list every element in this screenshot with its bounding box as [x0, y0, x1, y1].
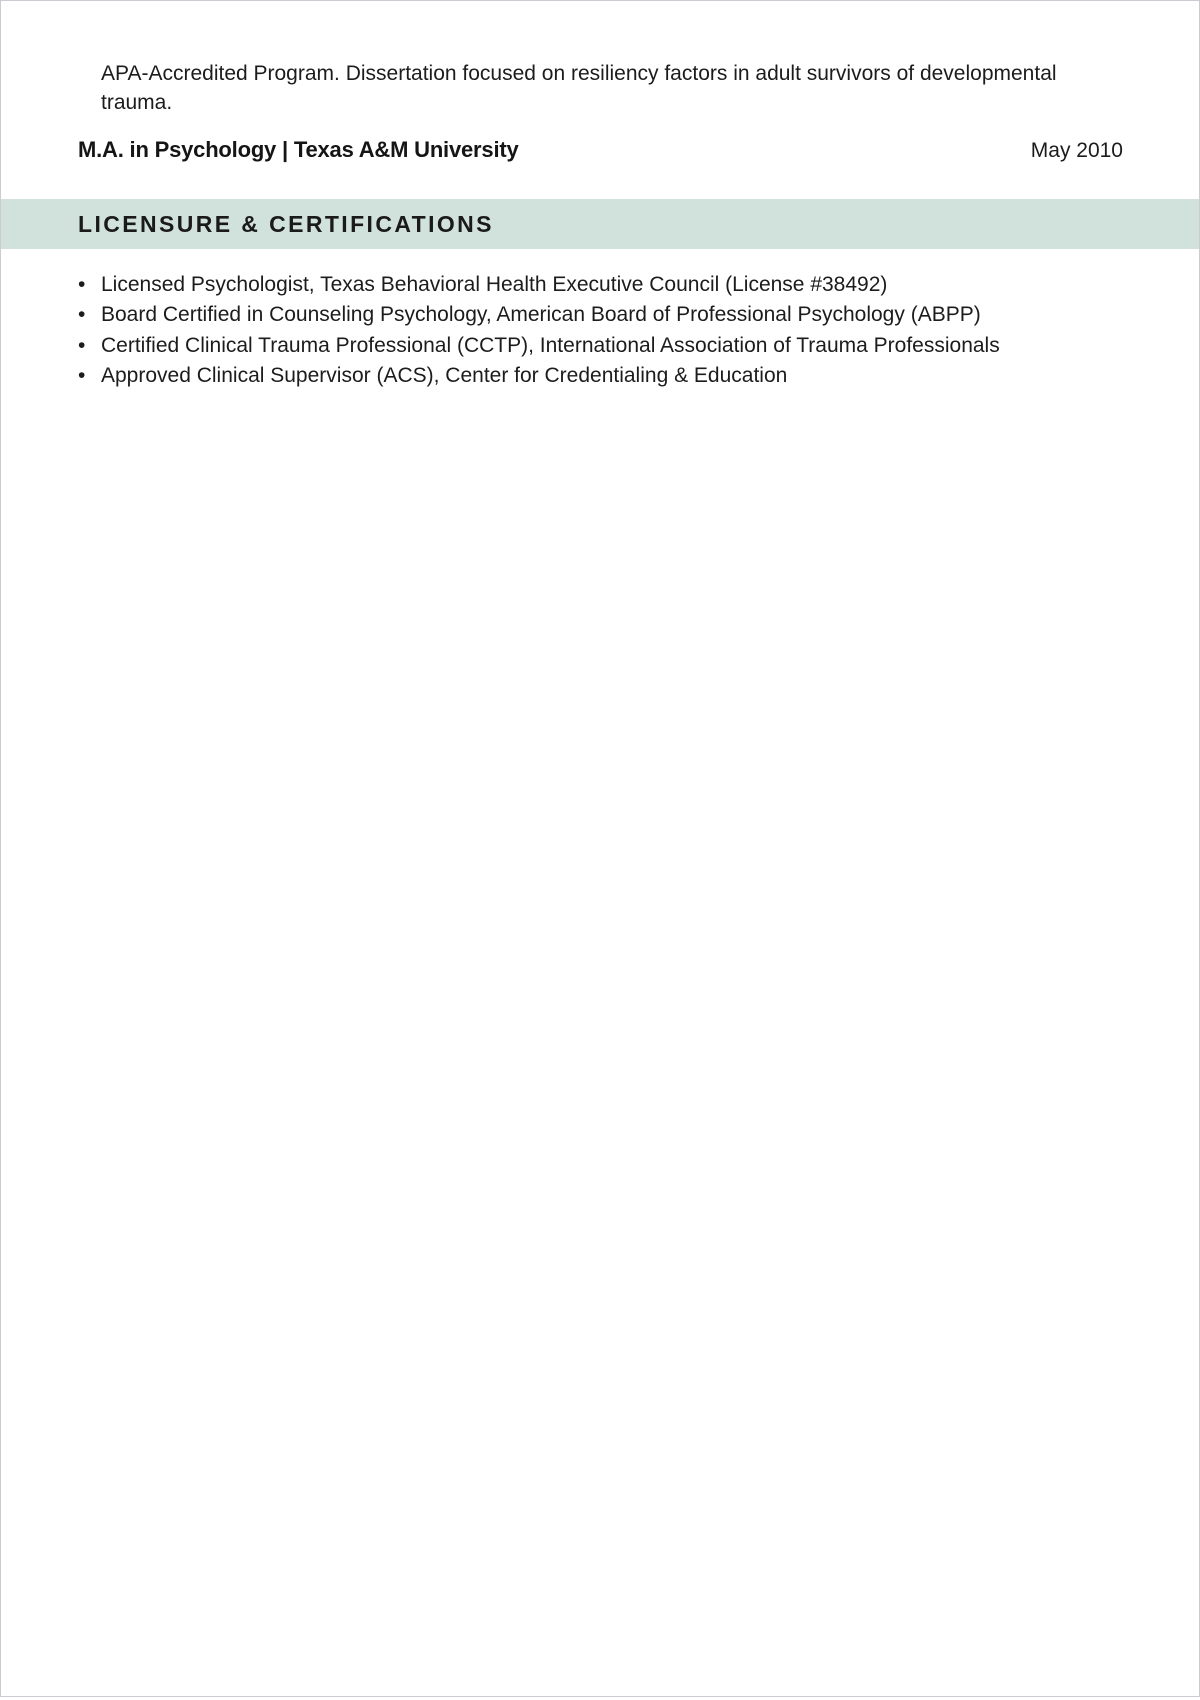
certification-text: Certified Clinical Trauma Professional (CCTP), International Association of Trauma Professionals: [101, 333, 1000, 357]
certification-list: [78, 270, 1128, 391]
education-description: APA-Accredited Program. Dissertation focused on resiliency factors in adult survivors of developmental trauma.: [101, 62, 1057, 114]
bullet-icon: •: [78, 303, 86, 327]
certification-text: Approved Clinical Supervisor (ACS), Center for Credentialing & Education: [101, 363, 788, 387]
list-item: [78, 361, 1128, 391]
degree-date: May 2010: [1030, 139, 1123, 162]
list-item: [78, 331, 1128, 361]
certification-text: Board Certified in Counseling Psychology, American Board of Professional Psychology (ABPP): [101, 303, 981, 327]
list-item: [78, 300, 1128, 330]
bullet-icon: •: [78, 333, 86, 357]
degree-title: M.A. in Psychology | Texas A&M University: [78, 137, 519, 162]
bullet-icon: •: [78, 363, 86, 387]
licensure-section-header: [1, 199, 1199, 249]
certification-text: Licensed Psychologist, Texas Behavioral Health Executive Council (License #38492): [101, 273, 888, 296]
list-item: [78, 270, 1128, 300]
degree-entry: [78, 137, 1123, 163]
bullet-icon: •: [78, 273, 86, 296]
section-heading-licensure: LICENSURE & CERTIFICATIONS: [78, 211, 494, 237]
